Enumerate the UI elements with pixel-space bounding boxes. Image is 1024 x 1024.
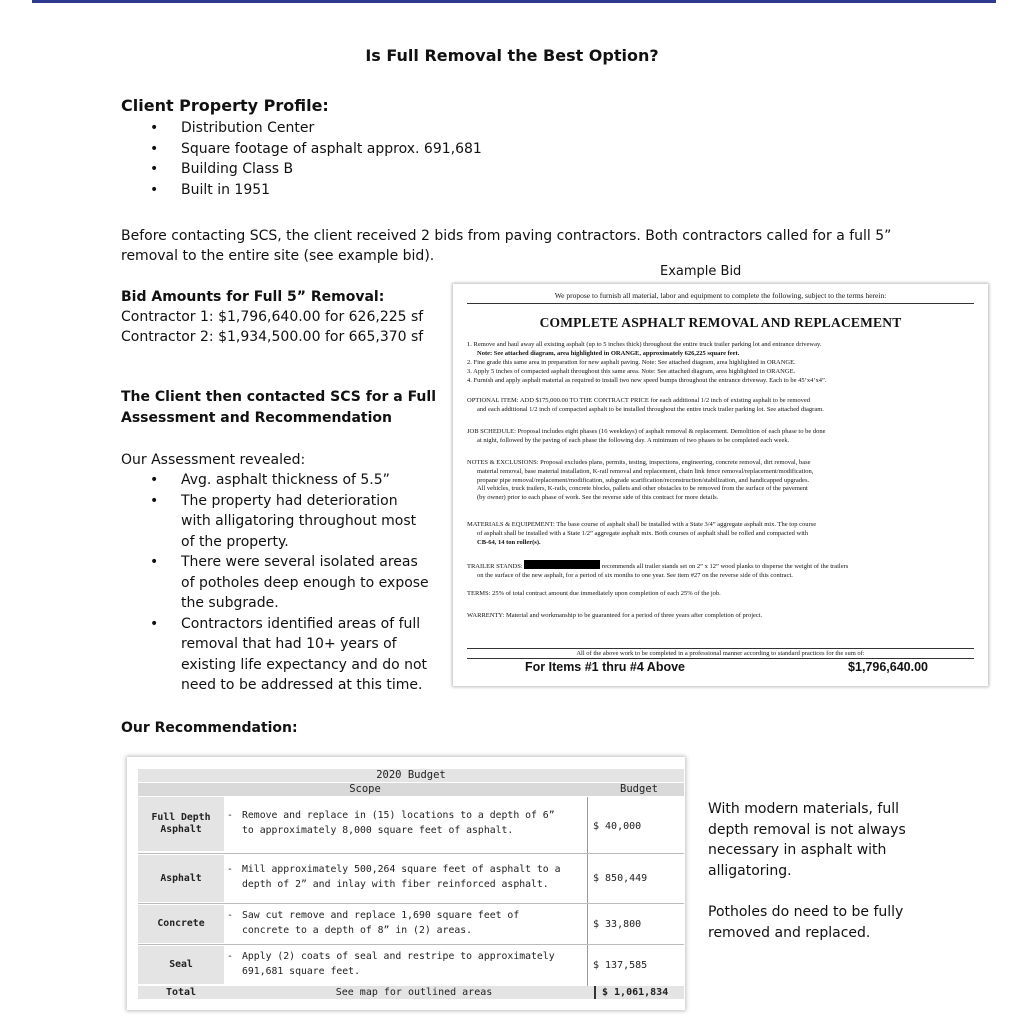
bid-warranty: WARRENTY: Material and workmanship to be guaranteed for a period of three years after completion of project.	[467, 612, 763, 619]
row-scope	[227, 950, 587, 980]
contact-heading-line-2: Assessment and Recommendation	[121, 410, 392, 426]
scope-line: Saw cut remove and replace 1,690 square feet of	[242, 910, 520, 921]
row-budget-amount: $ 40,000	[593, 821, 642, 832]
assessment-heading: Our Assessment revealed:	[121, 452, 306, 468]
list-item	[121, 614, 441, 696]
list-item-line: Contractors identified areas of full	[181, 615, 421, 632]
list-item-line: existing life expectancy and do not	[181, 656, 428, 673]
list-item: • Building Class B	[121, 159, 521, 180]
side-note-line: necessary in asphalt with	[708, 842, 887, 858]
bid-optional-item	[467, 397, 977, 415]
total-amount: $ 1,061,834	[594, 986, 686, 999]
dash-bullet: -	[227, 810, 233, 821]
row-label-asphalt	[138, 855, 224, 902]
row-label-line: Full Depth	[151, 812, 211, 823]
bid-line: NOTES & EXCLUSIONS: Proposal excludes plans, permits, testing, inspections, engineering, concrete removal, dirt removal, base	[467, 459, 811, 466]
side-note-paragraph-2	[708, 902, 903, 943]
list-item-line: Avg. asphalt thickness of 5.5”	[181, 472, 390, 488]
side-note-line: Potholes do need to be fully	[708, 904, 904, 920]
contact-heading-line-1: The Client then contacted SCS for a Full	[121, 389, 436, 405]
row-label-full-depth-asphalt	[138, 797, 224, 851]
bid-total-label: For Items #1 thru #4 Above	[525, 660, 685, 674]
intro-line-2: removal to the entire site (see example bid).	[121, 248, 435, 264]
bid-line: MATERIALS & EQUIPEMENT: The base course of asphalt shall be installed with a State 3/4” aggregate asphalt mix. The top course	[467, 521, 817, 528]
bid-heading: COMPLETE ASPHALT REMOVAL AND REPLACEMENT	[539, 315, 902, 330]
list-item-line: of the property.	[181, 533, 289, 550]
contractor-1-bid: Contractor 1: $1,796,640.00 for 626,225 sf	[121, 309, 424, 325]
profile-heading: Client Property Profile:	[121, 96, 329, 115]
page-title: Is Full Removal the Best Option?	[365, 46, 659, 65]
bid-line: CB-64, 14 ton roller(s).	[477, 538, 541, 546]
list-item	[121, 470, 441, 491]
example-bid-document	[453, 284, 988, 686]
bid-line: recommends all trailer stands set on 2” x 12” wood planks to disperse the weight of the trailers	[601, 563, 849, 570]
row-scope	[227, 863, 587, 893]
bid-job-schedule	[467, 428, 977, 446]
redaction-bar	[524, 560, 600, 569]
bid-intro: We propose to furnish all material, labor and equipment to complete the following, subject to the terms herein:	[467, 291, 974, 304]
budget-header-row	[138, 783, 684, 796]
assessment-list	[121, 470, 441, 696]
side-note-line: alligatoring.	[708, 862, 792, 879]
bid-line: of asphalt shall be installed with a State 1/2” aggregate asphalt mix. Both courses of asphalt shall be rolled and compacted with	[477, 529, 809, 537]
list-item: • Distribution Center	[121, 118, 521, 139]
scope-line: Remove and replace in (15) locations to a depth of 6”	[242, 810, 555, 821]
bid-amounts-heading: Bid Amounts for Full 5” Removal:	[121, 289, 385, 305]
bid-line: propane pipe removal/replacement/modification, subgrade scarification/reconstruction/stabilization, and handicapped upgrades.	[477, 476, 810, 484]
row-divider	[138, 944, 684, 945]
list-item-line: removal that had 10+ years of	[181, 636, 397, 652]
total-label: Total	[165, 987, 197, 998]
row-label-seal	[138, 946, 224, 984]
dash-bullet: -	[227, 951, 233, 962]
scope-line: depth of 2” and inlay with fiber reinforced asphalt.	[242, 878, 549, 890]
scope-line: Apply (2) coats of seal and restripe to approximately	[242, 951, 555, 962]
list-item: • Built in 1951	[121, 180, 521, 201]
list-item-line: The property had deterioration	[181, 492, 398, 509]
dash-bullet: -	[227, 910, 233, 921]
list-item-line: need to be addressed at this time.	[181, 677, 423, 693]
bid-terms: TERMS: 25% of total contract amount due immediately upon completion of each 25% of the job.	[467, 590, 721, 597]
side-note-line: With modern materials, full	[708, 801, 899, 817]
bid-line: material removal, base material installation, K-rail removal and replacement, chain link fence removal/replacement/modification,	[477, 467, 814, 475]
scope-line: 691,681 square feet.	[242, 965, 360, 977]
bid-line: (by owner) prior to each phase of work. See the reverse side of this contract for more details.	[477, 494, 719, 502]
contractor-2-bid: Contractor 2: $1,934,500.00 for 665,370 sf	[121, 329, 424, 345]
bid-final-line: All of the above work to be completed in a professional manner according to standard practices for the sum of:	[467, 648, 974, 659]
list-item-line: of potholes deep enough to expose	[181, 574, 429, 591]
intro-line-1: Before contacting SCS, the client received 2 bids from paving contractors. Both contractors called for a full 5”	[121, 228, 892, 244]
bid-item-2: 2. Fine grade this same area in preparation for new asphalt paving. Note: See attached diagram, area highlighted in ORANGE.	[467, 359, 796, 366]
list-item-line: There were several isolated areas	[181, 554, 418, 570]
scope-line: Mill approximately 500,264 square feet of asphalt to a	[242, 864, 561, 875]
list-item-line: with alligatoring throughout most	[181, 513, 417, 529]
row-label-line: Concrete	[157, 918, 205, 929]
dash-bullet: -	[227, 864, 233, 875]
row-divider	[138, 853, 684, 854]
bid-line: JOB SCHEDULE: Proposal includes eight phases (16 weekdays) of asphalt removal & replacement. Demolition of each phase to be done	[467, 428, 826, 435]
scope-line: concrete to a depth of 8” in (2) areas.	[242, 924, 473, 936]
row-divider	[138, 903, 684, 904]
scope-header: Scope	[349, 783, 381, 795]
list-item: • Square footage of asphalt approx. 691,681	[121, 139, 521, 160]
profile-list	[121, 118, 521, 200]
row-scope	[227, 909, 587, 939]
recommendation-heading: Our Recommendation:	[121, 720, 298, 736]
scope-line: to approximately 8,000 square feet of asphalt.	[242, 824, 514, 836]
bid-trailer-stands	[467, 560, 977, 581]
budget-total-row	[138, 986, 684, 999]
bid-line: Note: See attached diagram, area highlighted in ORANGE, approximately 626,225 square feet.	[477, 349, 740, 357]
list-item	[121, 491, 441, 553]
budget-table	[127, 757, 685, 1010]
row-label-line: Asphalt	[160, 872, 202, 884]
row-scope	[227, 809, 587, 839]
bid-line: TRAILER STANDS:	[467, 563, 523, 570]
list-item-line: the subgrade.	[181, 595, 279, 611]
bid-line: on the surface of the new asphalt, for a period of six months to one year. See item #27 on the reverse side of this contract.	[477, 571, 793, 579]
total-note: See map for outlined areas	[335, 987, 493, 998]
bid-line: OPTIONAL ITEM: ADD $175,000.00 TO THE CONTRACT PRICE for each additional 1/2 inch of existing asphalt to be removed	[467, 397, 811, 404]
bid-item-4: 4. Furnish and apply asphalt material as required to install two new speed bumps throughout the entrance driveway. Each to be 45’x4’x4”.	[467, 377, 827, 384]
bid-materials	[467, 521, 977, 547]
column-divider	[587, 797, 588, 986]
side-note-line: depth removal is not always	[708, 821, 906, 838]
side-note-line: removed and replaced.	[708, 924, 871, 941]
budget-title: 2020 Budget	[138, 769, 684, 782]
list-item	[121, 552, 441, 614]
row-budget-amount: $ 33,800	[593, 919, 642, 930]
bid-line: and each additional 1/2 inch of compacted asphalt to be installed throughout the entire truck trailer parking lot. See attached diagram.	[477, 405, 824, 413]
bid-item-3: 3. Apply 5 inches of compacted asphalt throughout this same area. Note: See attached diagram, area highlighted in ORANGE.	[467, 368, 796, 375]
row-label-line: Seal	[169, 959, 193, 970]
budget-header: Budget	[620, 783, 658, 795]
row-label-concrete	[138, 905, 224, 943]
bid-notes-exclusions	[467, 459, 977, 503]
bid-line: 1. Remove and haul away all existing asphalt (up to 5 inches thick) throughout the entire truck trailer parking lot and entrance driveway.	[467, 341, 822, 348]
bid-line: at night, followed by the paving of each phase the following day. A minimum of two phases to be completed each week.	[477, 436, 790, 444]
example-bid-caption: Example Bid	[660, 264, 742, 279]
row-budget-amount: $ 850,449	[593, 873, 648, 884]
top-rule	[32, 0, 996, 3]
row-label-line: Asphalt	[160, 824, 202, 835]
bid-total-value: $1,796,640.00	[848, 660, 928, 674]
row-budget-amount: $ 137,585	[593, 960, 648, 971]
side-note-paragraph-1	[708, 799, 906, 881]
bid-item-1	[467, 341, 977, 359]
bid-line: All vehicles, truck trailers, K-rails, concrete blocks, pallets and other obstacles to be removed from the surface of the pavement	[477, 485, 808, 493]
